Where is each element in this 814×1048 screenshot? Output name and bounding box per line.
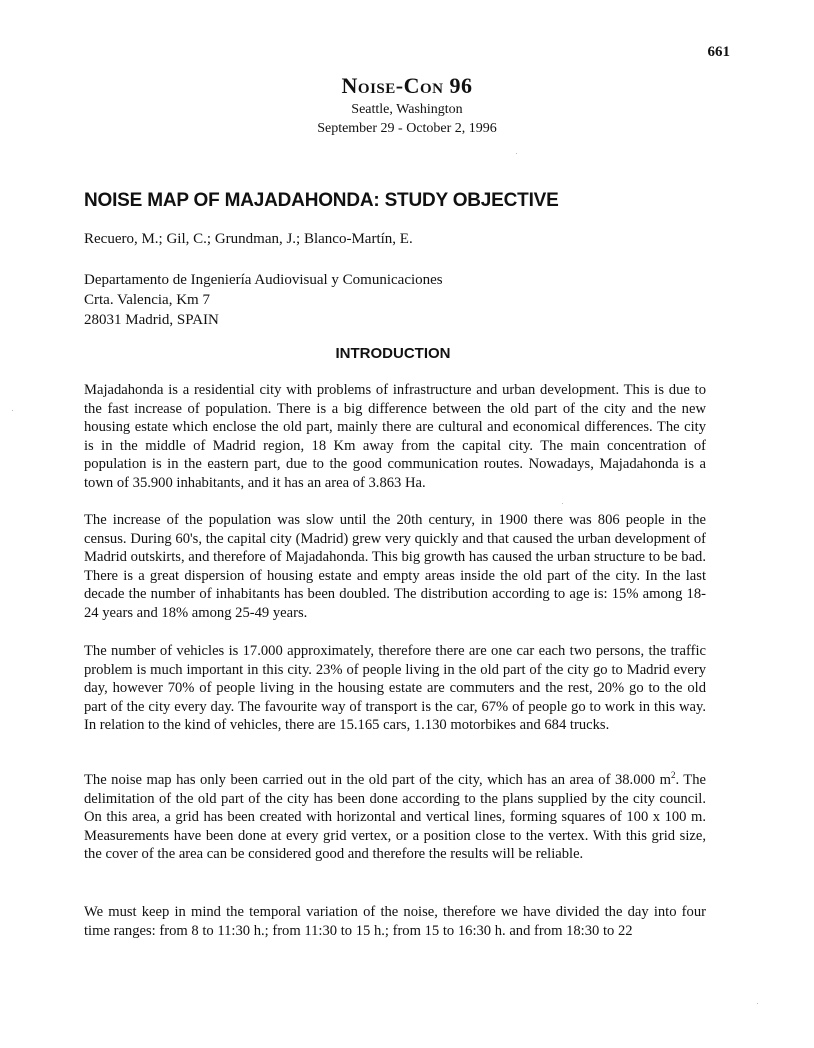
conference-location: Seattle, Washington	[351, 102, 463, 117]
affiliation-street: Crta. Valencia, Km 7	[84, 292, 210, 308]
paragraph: The increase of the population was slow until the 20th century, in 1900 there was 806 people in the census. During 60's, the capital city (Madrid) grew very quickly and that caused the urban development of Madrid outskirts, and therefore of Majadahonda. This big growth has caused the urban structure to be bad. There is a great dispersion of housing estate and empty areas inside the old part of the city. In the last decade the number of inhabitants has been doubled. The distribution according to age is: 15% among 18-24 years and 18% among 25-49 years.	[84, 512, 706, 621]
paragraph-text: The noise map has only been carried out in the old part of the city, which has an area of 38.000 m	[84, 772, 671, 788]
scan-speck	[562, 503, 563, 504]
paragraph: We must keep in mind the temporal variation of the noise, therefore we have divided the day into four time ranges: from 8 to 11:30 h.; from 11:30 to 15 h.; from 15 to 16:30 h. and from 18:30 to 22	[84, 904, 706, 939]
paragraph: Majadahonda is a residential city with problems of infrastructure and urban development. This is due to the fast increase of population. There is a big difference between the old part of the city and the new housing estate which enclose the old part, mainly there are cultural and economical differences. The city is in the middle of Madrid region, 18 Km away from the capital city. The main concentration of population is in the eastern part, due to the good communication routes. Nowadays, Majadahonda is a town of 35.900 inhabitants, and it has an area of 3.863 Ha.	[84, 382, 706, 491]
paragraph: The number of vehicles is 17.000 approximately, therefore there are one car each two persons, the traffic problem is much important in this city. 23% of people living in the old part of the city go to Madrid every day, however 70% of people living in the housing estate are commuters and the rest, 20% go to the old part of the city every day. The favourite way of transport is the car, 67% of people go to work in this way. In relation to the kind of vehicles, there are 15.165 cars, 1.130 motorbikes and 684 trucks.	[84, 643, 706, 734]
conference-dates: September 29 - October 2, 1996	[317, 121, 497, 136]
affiliation-block	[84, 270, 443, 330]
paragraph	[84, 771, 706, 864]
affiliation-department: Departamento de Ingeniería Audiovisual y Comunicaciones	[84, 272, 443, 288]
scan-speck	[12, 410, 13, 411]
page-number: 661	[707, 44, 730, 60]
conference-title: Noise-Con 96	[341, 73, 473, 98]
conference-header	[0, 72, 814, 138]
superscript: 2	[670, 770, 676, 781]
section-heading-introduction: INTRODUCTION	[335, 345, 451, 362]
paper-authors: Recuero, M.; Gil, C.; Grundman, J.; Blanco-Martín, E.	[84, 231, 413, 247]
paragraph-text-continued: . The delimitation of the old part of the city has been done according to the plans supplied by the city council. On this area, a grid has been created with horizontal and vertical lines, forming squares of 100 x 100 m. Measurements have been done at every grid vertex, or a position close to the vertex. With this grid size, the cover of the area can be considered good and therefore the results will be reliable.	[84, 772, 707, 863]
affiliation-city: 28031 Madrid, SPAIN	[84, 312, 219, 328]
scan-speck	[757, 1003, 758, 1004]
paper-title: NOISE MAP OF MAJADAHONDA: STUDY OBJECTIVE	[84, 190, 559, 211]
scan-speck	[516, 153, 517, 154]
